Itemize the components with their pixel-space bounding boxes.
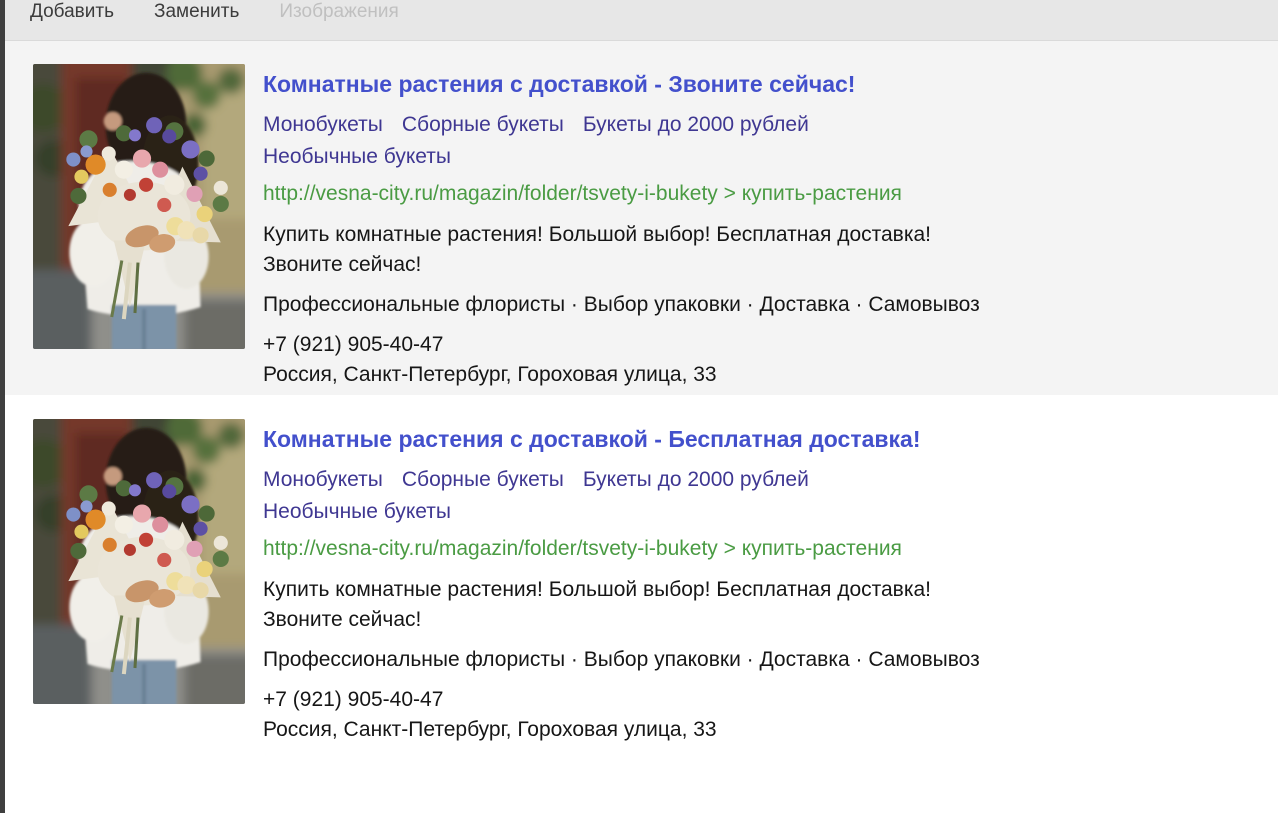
ad-image-bouquet-photo: [33, 419, 245, 704]
sitelink-monobukety[interactable]: Монобукеты: [263, 468, 383, 491]
toolbar: [5, 0, 1278, 41]
ad-body: [263, 419, 980, 745]
ad-address: Россия, Санкт-Петербург, Гороховая улица, 33: [263, 363, 717, 386]
ad-description: [263, 220, 980, 280]
sitelink-neobychnye-bukety[interactable]: Необычные букеты: [263, 500, 451, 523]
sitelink-monobukety[interactable]: Монобукеты: [263, 113, 383, 136]
sitelink-bukety-do-2000[interactable]: Букеты до 2000 рублей: [582, 468, 809, 491]
sitelinks-row: [263, 109, 963, 173]
toolbar-item-add[interactable]: Добавить: [30, 1, 114, 22]
ad-description-line-1: Купить комнатные растения! Большой выбор! Бесплатная доставка!: [263, 578, 932, 601]
display-url-link[interactable]: http://vesna-city.ru/magazin/folder/tsvety-i-bukety > купить-растения: [263, 537, 902, 560]
sitelink-neobychnye-bukety[interactable]: Необычные букеты: [263, 145, 451, 168]
ad-phone: +7 (921) 905-40-47: [263, 333, 444, 356]
ad-description: [263, 575, 980, 635]
ad-title-link[interactable]: Комнатные растения с доставкой - Звоните сейчас!: [263, 71, 856, 97]
ad-phone: +7 (921) 905-40-47: [263, 688, 444, 711]
ad-preview-list: [0, 41, 1278, 750]
sitelink-sbornye-bukety[interactable]: Сборные букеты: [401, 113, 564, 136]
toolbar-item-images[interactable]: Изображения: [279, 1, 399, 22]
ad-contact-block: [263, 685, 980, 745]
bouquet-photo-art: [33, 64, 245, 349]
toolbar-item-replace[interactable]: Заменить: [153, 1, 240, 22]
sitelink-sbornye-bukety[interactable]: Сборные букеты: [401, 468, 564, 491]
ad-address: Россия, Санкт-Петербург, Гороховая улица, 33: [263, 718, 717, 741]
ad-description-line-2: Звоните сейчас!: [263, 608, 422, 631]
sitelinks-row: [263, 464, 963, 528]
ad-body: [263, 64, 980, 390]
left-panel-edge: [0, 0, 5, 813]
ad-preview-card-2: [5, 395, 1278, 750]
ad-description-line-1: Купить комнатные растения! Большой выбор! Бесплатная доставка!: [263, 223, 932, 246]
ad-preview-card-1: [5, 41, 1278, 395]
bouquet-photo-art: [33, 419, 245, 704]
ad-description-line-2: Звоните сейчас!: [263, 253, 422, 276]
ad-contact-block: [263, 330, 980, 390]
sitelink-bukety-do-2000[interactable]: Букеты до 2000 рублей: [582, 113, 809, 136]
ad-callouts: Профессиональные флористы · Выбор упаковки · Доставка · Самовывоз: [263, 293, 980, 316]
display-url-link[interactable]: http://vesna-city.ru/magazin/folder/tsvety-i-bukety > купить-растения: [263, 182, 902, 205]
ad-title-link[interactable]: Комнатные растения с доставкой - Бесплатная доставка!: [263, 426, 921, 452]
ad-image-bouquet-photo: [33, 64, 245, 349]
ad-callouts: Профессиональные флористы · Выбор упаковки · Доставка · Самовывоз: [263, 648, 980, 671]
